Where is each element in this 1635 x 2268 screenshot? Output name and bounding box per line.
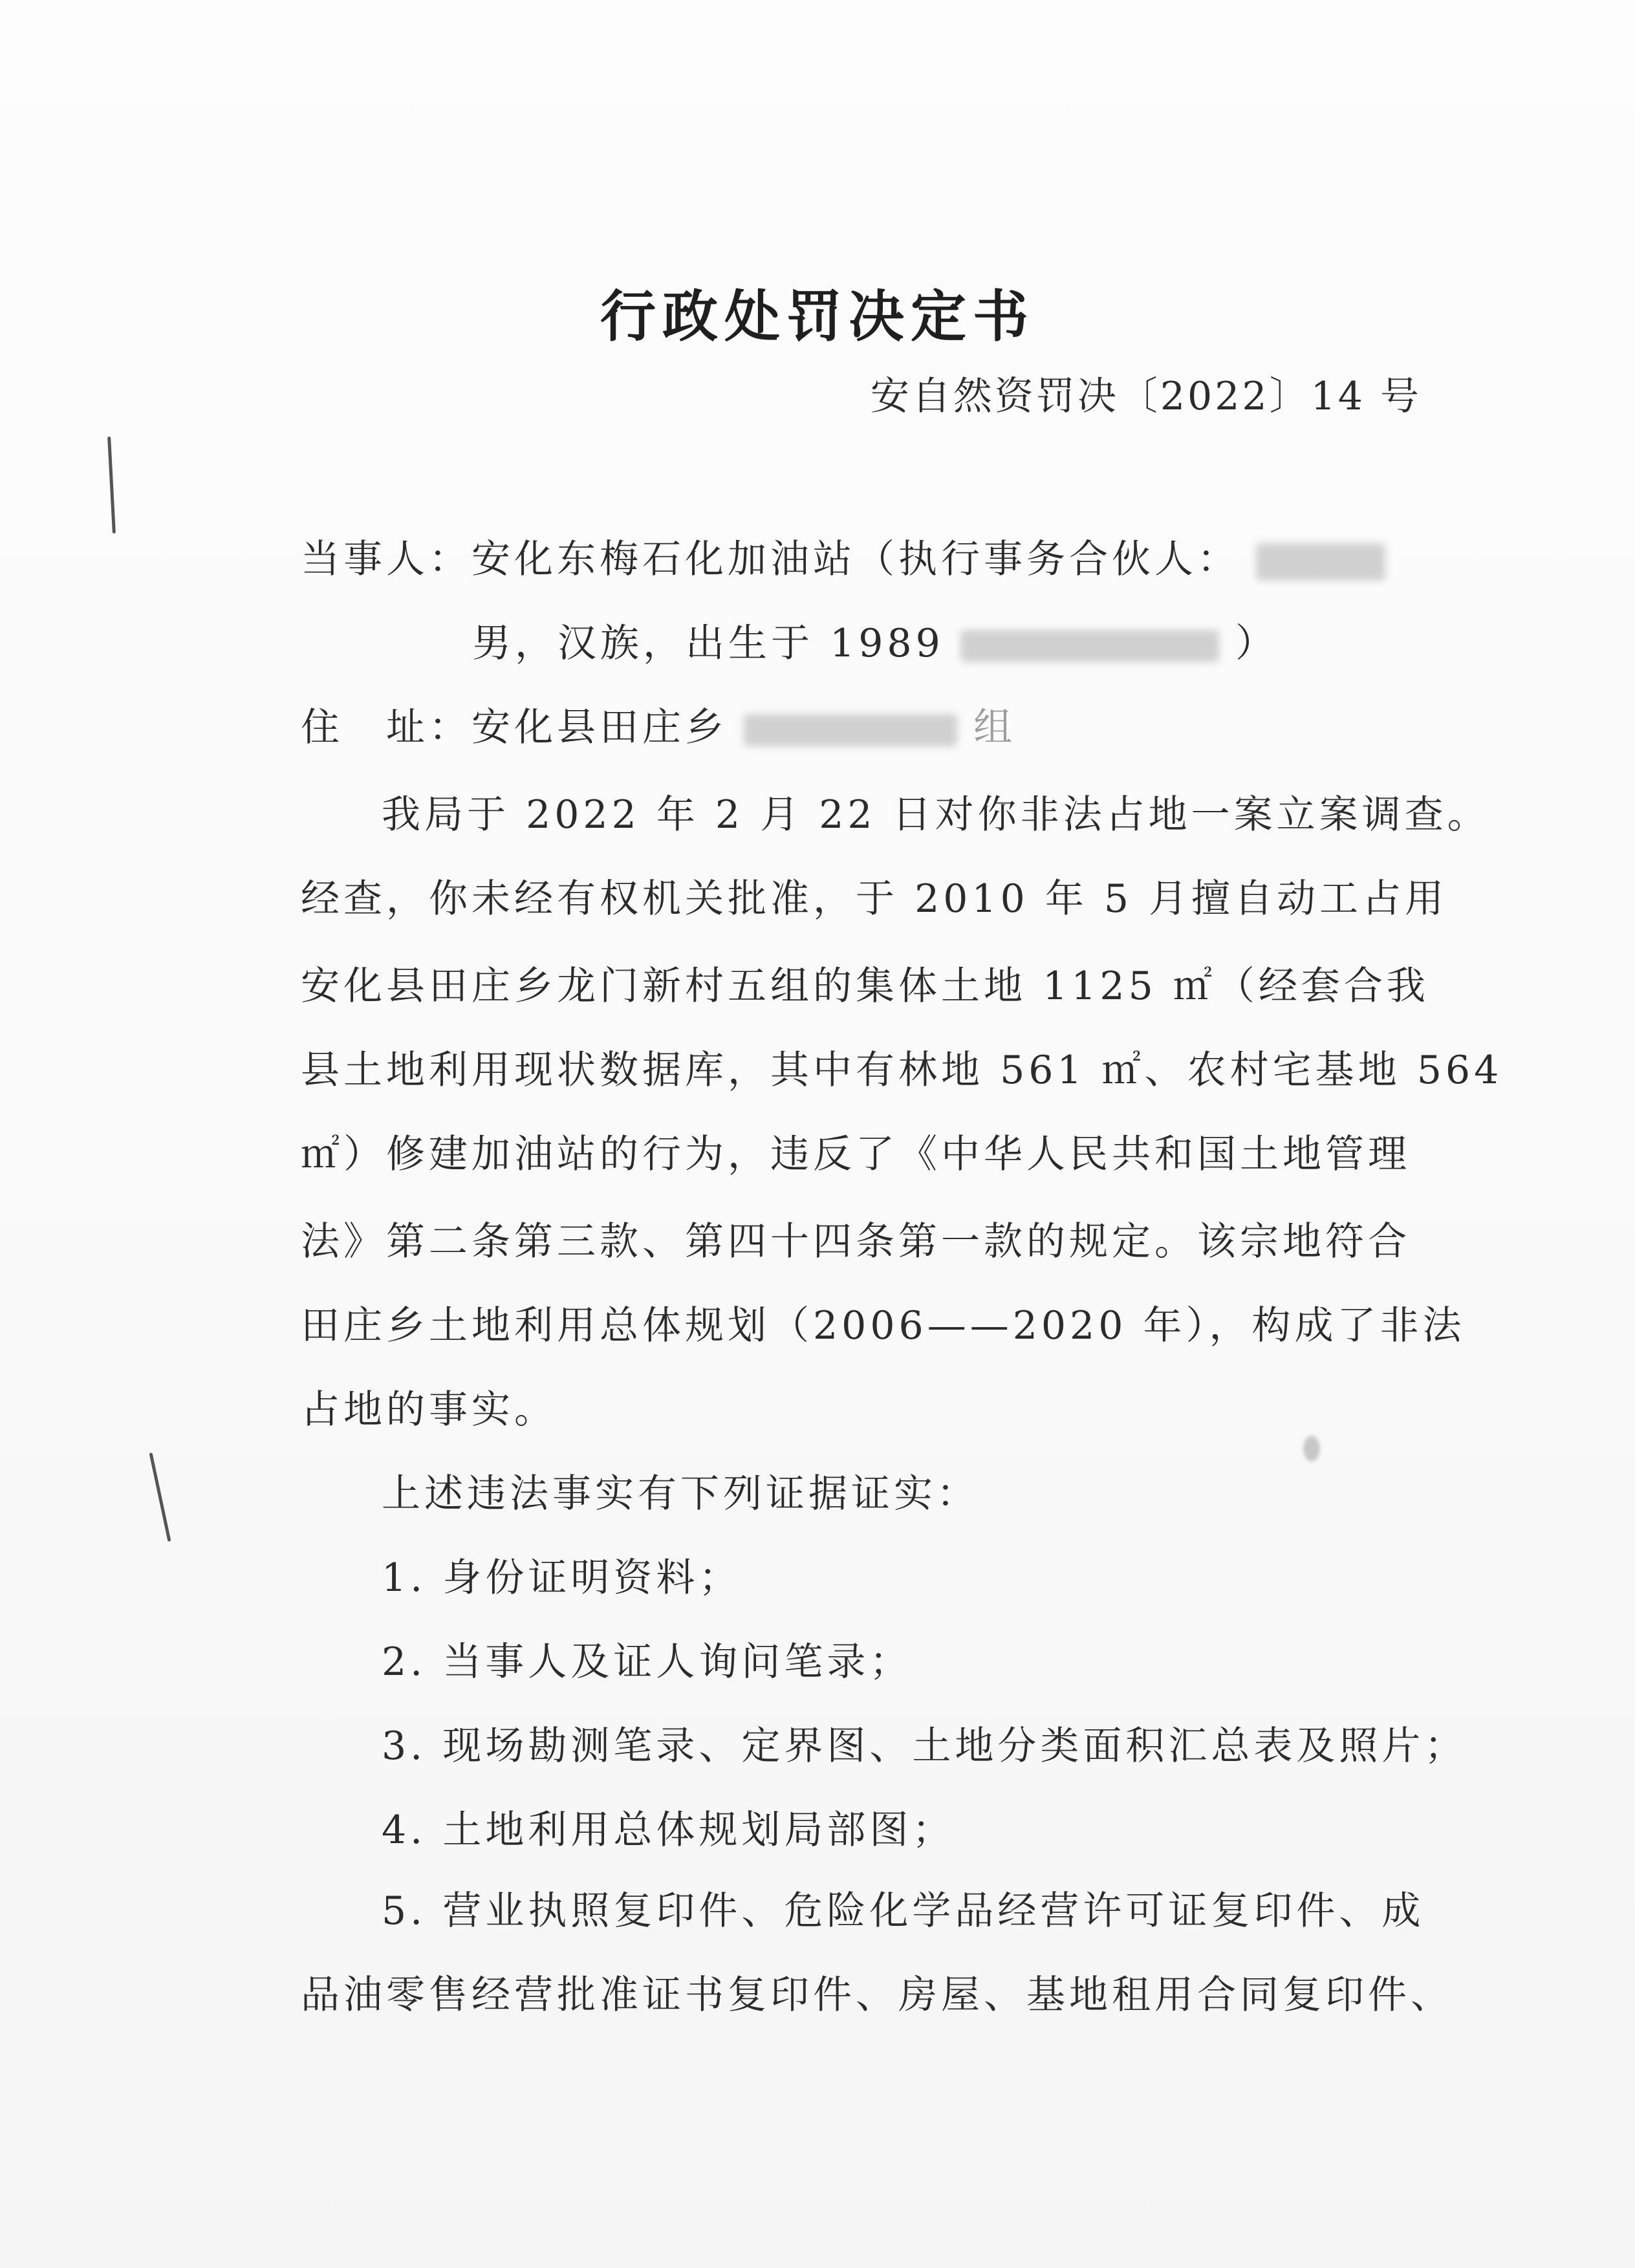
redacted-name xyxy=(1256,543,1385,581)
redacted-address xyxy=(744,714,957,746)
body-line-5: ㎡）修建加油站的行为，违反了《中华人民共和国土地管理 xyxy=(301,1132,1411,1177)
party-label: 当事人：安化东梅石化加油站（执行事务合伙人： xyxy=(301,537,1240,582)
body-line-4: 县土地利用现状数据库，其中有林地 561 ㎡、农村宅基地 564 xyxy=(301,1048,1503,1093)
body-line-7: 田庄乡土地利用总体规划（2006——2020 年），构成了非法 xyxy=(301,1303,1466,1348)
evidence-item-1: 1. 身份证明资料； xyxy=(382,1555,742,1601)
address-label: 住 址：安化县田庄乡 xyxy=(301,705,728,750)
document-number: 安自然资罚决〔2022〕14 号 xyxy=(870,374,1422,419)
evidence-item-2: 2. 当事人及证人询问笔录； xyxy=(382,1639,913,1685)
evidence-item-5: 5. 营业执照复印件、危险化学品经营许可证复印件、成 xyxy=(382,1888,1425,1934)
evidence-item-4: 4. 土地利用总体规划局部图； xyxy=(382,1808,955,1853)
evidence-intro: 上述违法事实有下列证据证实： xyxy=(382,1471,979,1517)
body-line-6: 法》第二条第三款、第四十四条第一款的规定。该宗地符合 xyxy=(301,1219,1411,1264)
address-line xyxy=(301,702,1016,753)
party-detail-line xyxy=(472,618,1278,669)
document-title: 行政处罚决定书 xyxy=(600,285,1035,349)
smudge-mark xyxy=(1303,1436,1320,1462)
address-tail: 组 xyxy=(973,705,1017,750)
party-detail-prefix: 男，汉族，出生于 1989 xyxy=(472,621,944,666)
evidence-item-3: 3. 现场勘测笔录、定界图、土地分类面积汇总表及照片； xyxy=(382,1723,1467,1769)
party-detail-suffix: ） xyxy=(1235,621,1278,666)
body-line-8: 占地的事实。 xyxy=(301,1387,557,1432)
body-line-3: 安化县田庄乡龙门新村五组的集体土地 1125 ㎡（经套合我 xyxy=(301,964,1429,1009)
body-line-2: 经查，你未经有权机关批准，于 2010 年 5 月擅自动工占用 xyxy=(301,876,1448,922)
redacted-birthdate xyxy=(960,630,1219,662)
evidence-item-5-cont: 品油零售经营批准证书复印件、房屋、基地租用合同复印件、 xyxy=(301,1972,1453,2018)
binding-mark-bottom xyxy=(149,1453,171,1542)
binding-mark-top xyxy=(107,437,116,534)
party-line xyxy=(301,534,1385,585)
body-line-1: 我局于 2022 年 2 月 22 日对你非法占地一案立案调查。 xyxy=(382,792,1490,837)
